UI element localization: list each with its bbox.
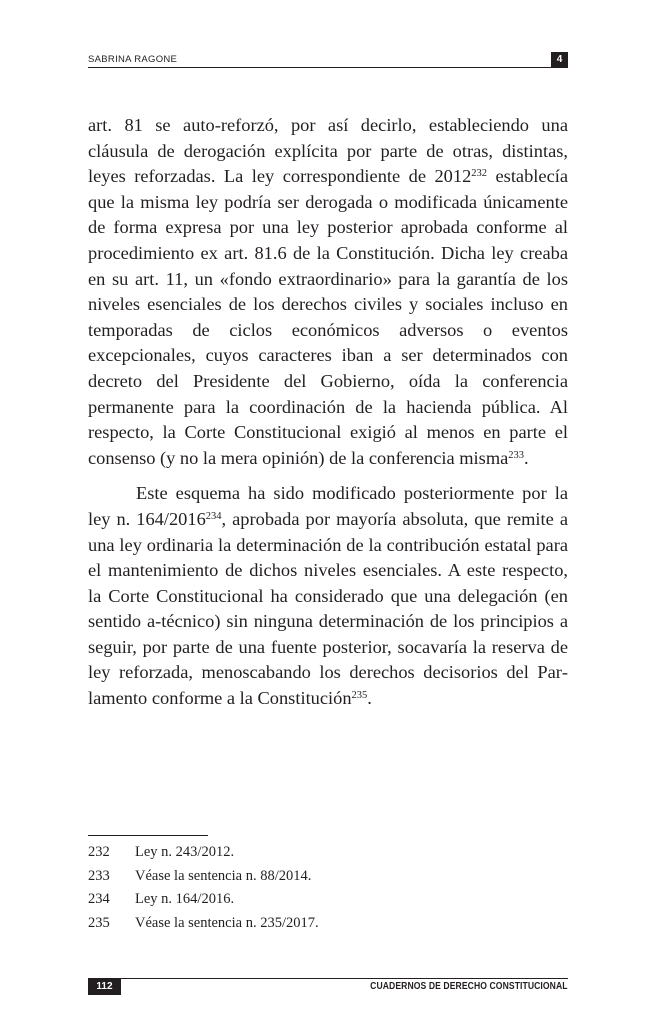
running-footer <box>88 978 568 995</box>
paragraph-1-text-c: . <box>524 447 529 468</box>
header-chapter-number: 4 <box>551 52 568 67</box>
footnote-number: 234 <box>88 891 110 907</box>
header-author: SABRINA RAGONE <box>88 54 178 65</box>
paragraph-1 <box>88 113 568 471</box>
footnote-text: Ley n. 164/2016. <box>135 891 235 907</box>
journal-title: CUADERNOS DE DERECHO CONSTITUCIONAL <box>370 981 568 992</box>
footnote-ref-234[interactable]: 234 <box>205 510 222 522</box>
running-header <box>88 50 568 68</box>
body-text <box>88 113 568 712</box>
footnote-ref-233[interactable]: 233 <box>508 449 525 461</box>
footnote-number: 235 <box>88 914 110 931</box>
footnote-ref-235[interactable]: 235 <box>351 690 368 702</box>
footnote-232 <box>88 841 568 865</box>
footnote-text: Véase la sentencia n. 88/2014. <box>135 867 312 884</box>
paragraph-2-text-b: , aprobada por mayoría absoluta, que remite a una ley ordinaria la determinación de la contribución estatal para el mantenimiento de dichos niveles esenciales. A este respecto, la Corte Constitucional ha considerado que una delegación (en sentido a-técnico) sin ninguna determinación de los principios a seguir, por parte de una fuente posterior, socavaría la reserva de ley reforzada, menoscabando los derechos decisorios del Parlamento conforme a la Constitución <box>88 508 568 709</box>
footnote-number: 232 <box>88 844 110 860</box>
footnote-234 <box>88 888 568 912</box>
paragraph-1-text-b: establecía que la misma ley podría ser derogada o modificada únicamente de forma expresa por una ley posterior aprobada conforme al procedimiento ex art. 81.6 de la Constitución. Dicha ley creaba en su art. 11, un «fondo extraordinario» para la garantía de los niveles esenciales de los derechos civiles y sociales incluso en temporadas de ciclos económicos adversos o eventos excepcionales, cuyos caracteres iban a ser determinados con decreto del Presidente del Gobierno, oída la conferencia permanente para la coordinación de la hacienda pública. Al respecto, la Corte Constitucional exigió al menos en parte el consenso (y no la mera opinión) de la conferencia misma <box>88 166 569 468</box>
page-number: 112 <box>88 979 121 995</box>
footnote-text: Véase la sentencia n. 235/2017. <box>135 914 319 931</box>
footnotes <box>88 841 568 935</box>
footnote-divider <box>88 835 208 836</box>
footnote-ref-232[interactable]: 232 <box>471 168 488 180</box>
footnote-text: Ley n. 243/2012. <box>135 844 235 860</box>
footnote-number: 233 <box>88 867 110 884</box>
paragraph-2 <box>88 481 568 711</box>
paragraph-2-text-c: . <box>367 688 372 709</box>
footnote-235 <box>88 912 568 936</box>
footnote-233 <box>88 865 568 889</box>
paragraph-1-text-a: art. 81 se auto-reforzó, por así decirlo, estableciendo una cláusula de derogación explícita por parte de otras, distintas, leyes reforzadas. La ley correspondiente de 2012 <box>88 115 568 187</box>
paragraph-2-text-a: Este esquema ha sido modificado posteriormente por la ley n. 164/2016 <box>88 483 568 529</box>
